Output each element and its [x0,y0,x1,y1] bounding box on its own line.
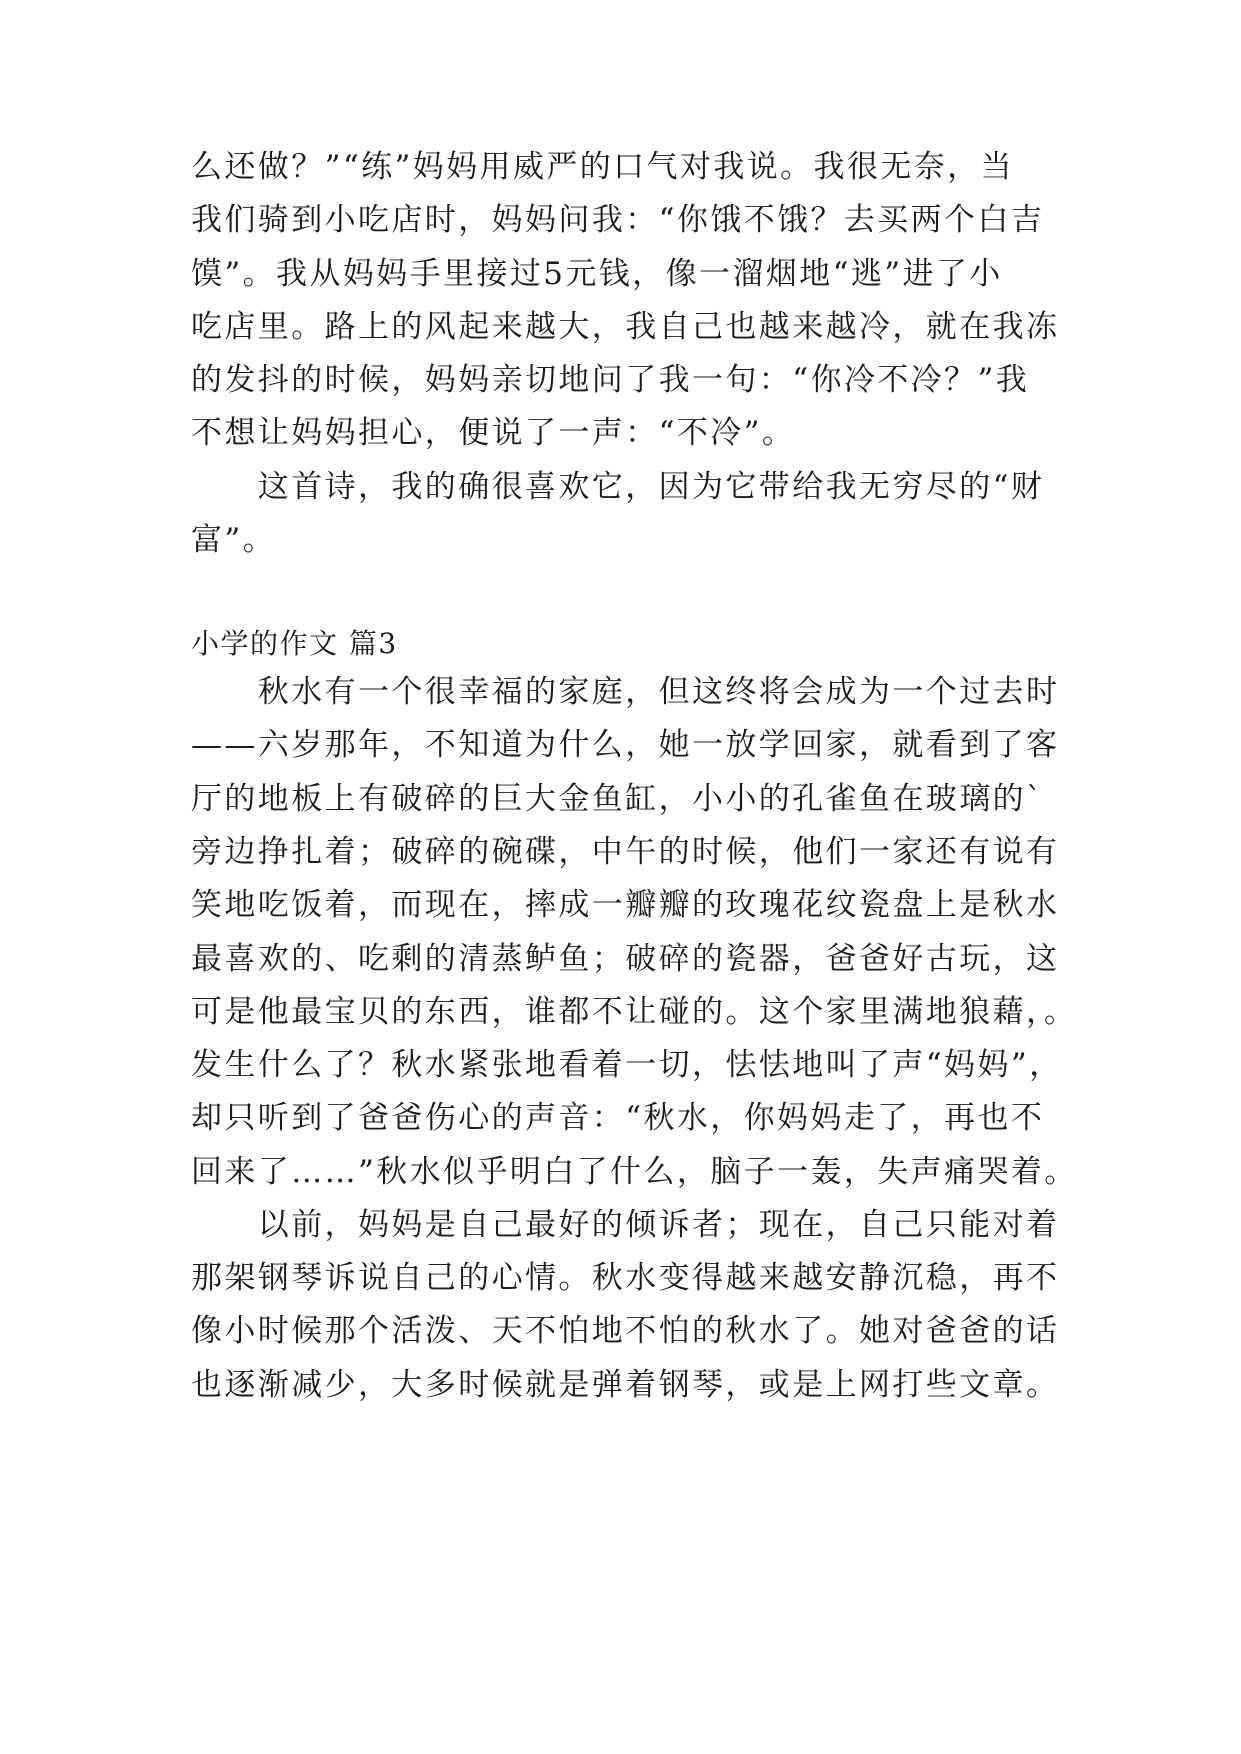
paragraph-line: ——六岁那年，不知道为什么，她一放学回家，就看到了客 [191,727,1060,763]
paragraph-line: 像小时候那个活泼、天不怕地不怕的秋水了。她对爸爸的话 [191,1313,1060,1349]
paragraph-line: 么还做？”“练”妈妈用威严的口气对我说。我很无奈，当 [191,149,1014,185]
paragraph-line: 我们骑到小吃店时，妈妈问我：“你饿不饿？去买两个白吉 [191,202,1045,238]
paragraph-line: 也逐渐减少，大多时候就是弹着钢琴，或是上网打些文章。 [191,1367,1060,1403]
paragraph-line: 吃店里。路上的风起来越大，我自己也越来越冷，就在我冻 [191,309,1060,345]
paragraph-line: 发生什么了？秋水紧张地看着一切，怯怯地叫了声“妈妈”， [191,1047,1063,1083]
paragraph-line: 却只听到了爸爸伤心的声音：“秋水，你妈妈走了，再也不 [191,1100,1045,1136]
paragraph-line: 那架钢琴诉说自己的心情。秋水变得越来越安静沉稳，再不 [191,1260,1060,1296]
paragraph-line: 馍”。我从妈妈手里接过5元钱，像一溜烟地“逃”进了小 [191,256,1003,292]
paragraph-line: 这首诗，我的确很喜欢它，因为它带给我无穷尽的“财 [191,469,1045,505]
paragraph-line: 可是他最宝贝的东西，谁都不让碰的。这个家里满地狼藉，。 [191,994,1078,1030]
paragraph-line: 秋水有一个很幸福的家庭，但这终将会成为一个过去时 [191,674,1060,710]
section-heading: 小学的作文 篇3 [191,627,398,660]
paragraph-line: 富”。 [191,522,277,558]
paragraph-line: 厅的地板上有破碎的巨大金鱼缸，小小的孔雀鱼在玻璃的` [191,781,1044,817]
paragraph-line: 最喜欢的、吃剩的清蒸鲈鱼；破碎的瓷器，爸爸好古玩，这 [191,941,1060,977]
paragraph-line: 笑地吃饭着，而现在，摔成一瓣瓣的玫瑰花纹瓷盘上是秋水 [191,887,1060,923]
paragraph-line: 以前，妈妈是自己最好的倾诉者；现在，自己只能对着 [191,1207,1060,1243]
paragraph-line: 旁边挣扎着；破碎的碗碟，中午的时候，他们一家还有说有 [191,834,1060,870]
paragraph-line: 的发抖的时候，妈妈亲切地问了我一句：“你冷不冷？”我 [191,362,1030,398]
paragraph-line: 不想让妈妈担心，便说了一声：“不冷”。 [191,415,796,451]
paragraph-line: 回来了……”秋水似乎明白了什么，脑子一轰，失声痛哭着。 [191,1154,1078,1190]
